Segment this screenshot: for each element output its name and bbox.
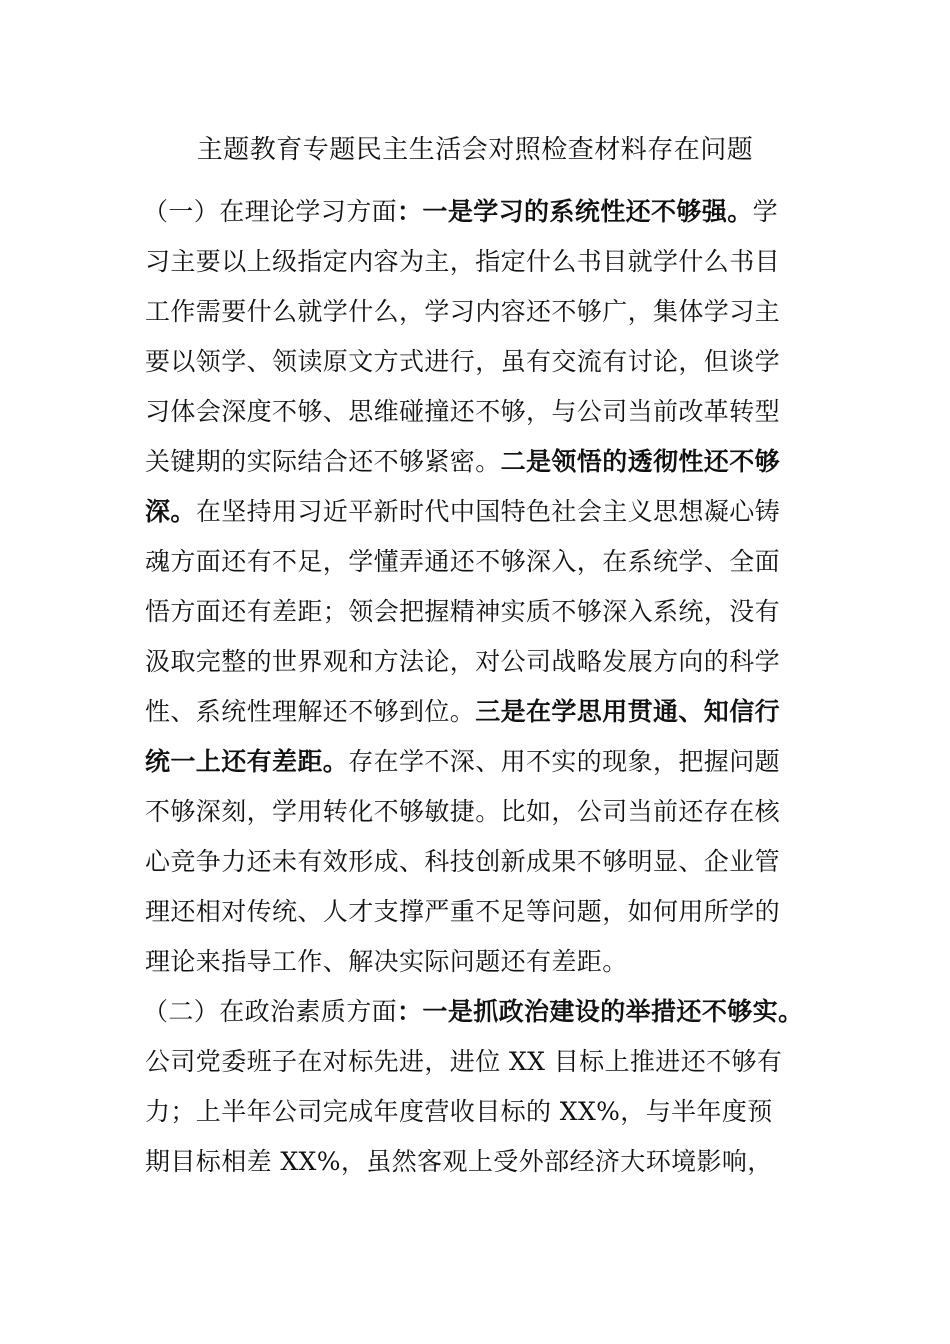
bold-text-run: 三是在学思用贯通、知信行 [475, 697, 781, 726]
text-run: 理还相对传统、人才支撑严重不足等问题，如何用所学的 [145, 897, 781, 926]
text-run: 工作需要什么就学什么，学习内容还不够广，集体学习主 [145, 297, 781, 326]
text-run: 学 [752, 197, 779, 226]
text-line [143, 990, 803, 1034]
text-line [143, 190, 778, 234]
text-run: 存在学不深、用不实的现象，把握问题 [348, 747, 781, 776]
text-run: 习主要以上级指定内容为主，指定什么书目就学什么书目 [145, 247, 781, 276]
text-line [145, 540, 780, 584]
text-line [145, 640, 780, 684]
text-run: 要以领学、领读原文方式进行，虽有交流有讨论，但谈学 [145, 347, 781, 376]
text-line [145, 440, 780, 484]
text-line [145, 290, 780, 334]
text-line [145, 390, 780, 434]
text-run: 性、系统性理解还不够到位。 [145, 697, 476, 726]
text-line [145, 240, 780, 284]
text-line [145, 590, 780, 634]
text-run: 心竞争力还未有效形成、科技创新成果不够明显、企业管 [145, 847, 781, 876]
text-run: 理论来指导工作、解决实际问题还有差距。 [145, 947, 628, 976]
bold-text-run: ：一是学习的系统性还不够强。 [397, 197, 753, 226]
text-run: 不够深刻，学用转化不够敏捷。比如，公司当前还存在核 [145, 797, 781, 826]
text-run: 公司党委班子在对标先进，进位 XX 目标上推进还不够有 [145, 1047, 783, 1076]
bold-text-run: ：一是抓政治建设的举措还不够实。 [397, 997, 804, 1026]
text-run: 汲取完整的世界观和方法论，对公司战略发展方向的科学 [145, 647, 781, 676]
text-run: 力；上半年公司完成年度营收目标的 XX%，与半年度预 [145, 1097, 773, 1126]
text-line [145, 340, 780, 384]
text-run: 关键期的实际结合还不够紧密。 [145, 447, 501, 476]
text-run: （一）在理论学习方面 [143, 197, 398, 226]
bold-text-run: 二是领悟的透彻性还不够 [500, 447, 781, 476]
text-run: 魂方面还有不足，学懂弄通还不够深入，在系统学、全面 [145, 547, 781, 576]
text-run: （二）在政治素质方面 [143, 997, 398, 1026]
text-line [145, 1090, 773, 1134]
text-line [145, 740, 780, 784]
text-run: 悟方面还有差距；领会把握精神实质不够深入系统，没有 [145, 597, 781, 626]
text-line [145, 790, 780, 834]
bold-text-run: 深。 [145, 497, 196, 526]
text-line [145, 690, 780, 734]
text-line [145, 1140, 773, 1184]
text-run: 习体会深度不够、思维碰撞还不够，与公司当前改革转型 [145, 397, 781, 426]
text-run: 在坚持用习近平新时代中国特色社会主义思想凝心铸 [195, 497, 781, 526]
bold-text-run: 统一上还有差距。 [145, 747, 349, 776]
text-line [145, 940, 628, 984]
page-title: 主题教育专题民主生活会对照检查材料存在问题 [196, 135, 754, 165]
text-line [145, 490, 780, 534]
text-line [145, 1040, 782, 1084]
text-line [145, 840, 780, 884]
text-run: 期目标相差 XX%，虽然客观上受外部经济大环境影响， [145, 1147, 773, 1176]
text-line [145, 890, 780, 934]
